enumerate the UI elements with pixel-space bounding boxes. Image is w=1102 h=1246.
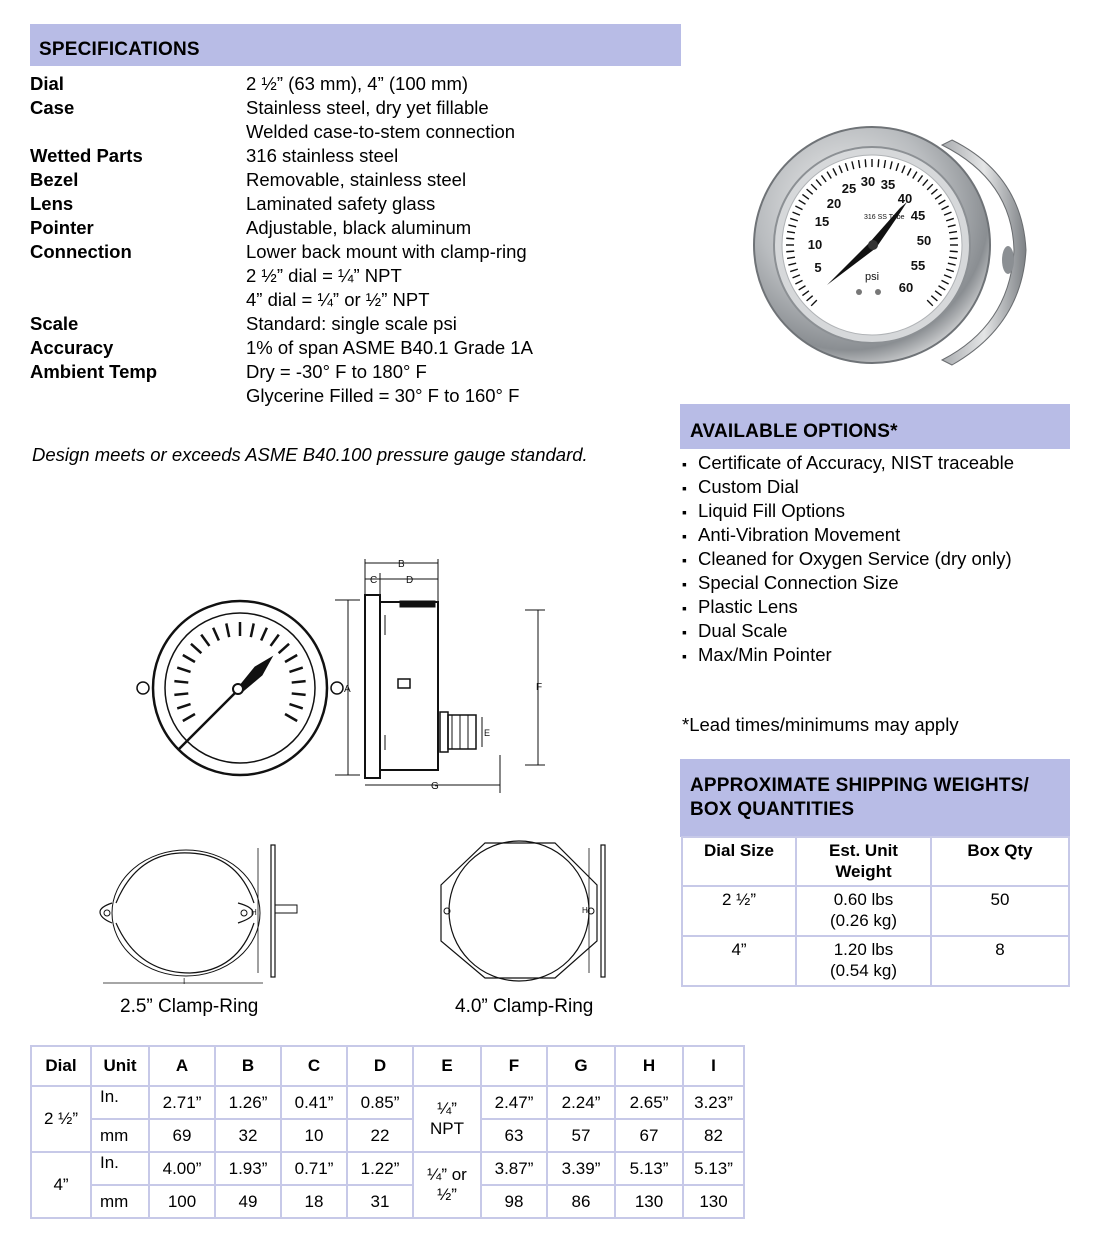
cell-value: 1.26” [215, 1086, 281, 1119]
cell-qty: 8 [931, 936, 1069, 986]
tick-mark [177, 668, 190, 672]
tick-mark [285, 655, 297, 662]
tick-mark [292, 681, 306, 682]
spec-label: Scale [30, 313, 79, 334]
cell-value: 3.39” [547, 1152, 615, 1185]
clamp-ring-40-diagram [437, 843, 617, 988]
table-row [682, 886, 1069, 936]
option-item: ▪ Cleaned for Oxygen Service (dry only) [682, 547, 1014, 571]
dial-number: 30 [860, 174, 876, 189]
shipping-title-line2: BOX QUANTITIES [690, 799, 855, 820]
unit-label: psi [865, 271, 880, 283]
spec-label: Ambient Temp [30, 361, 158, 382]
cell-unit: In. [91, 1086, 149, 1119]
options-title: AVAILABLE OPTIONS* [690, 421, 898, 442]
dial-label: 316 SS Tube [864, 214, 905, 221]
cell-value: 32 [215, 1119, 281, 1152]
cell-value: 67 [615, 1119, 683, 1152]
options-footnote: *Lead times/minimums may apply [682, 714, 959, 735]
cell-value: 0.41” [281, 1086, 347, 1119]
specifications-title: SPECIFICATIONS [39, 39, 200, 60]
spec-label: Connection [30, 241, 132, 262]
cell-value: 82 [683, 1119, 744, 1152]
tick-mark [201, 635, 209, 646]
column-header: Dial Size [682, 837, 796, 886]
bullet-icon: ▪ [682, 648, 687, 664]
column-header: A [149, 1046, 215, 1086]
spec-value: Removable, stainless steel [246, 169, 467, 190]
cell-value: 4.00” [149, 1152, 215, 1185]
cell-value: 5.13” [683, 1152, 744, 1185]
spec-label: Pointer [30, 217, 94, 238]
spec-label: Wetted Parts [30, 145, 143, 166]
spec-label: Accuracy [30, 337, 114, 358]
shipping-table [681, 836, 1070, 987]
table-header-row [682, 837, 1069, 886]
label-H: H [582, 906, 588, 915]
label-D: D [406, 575, 414, 586]
cell-value: 18 [281, 1185, 347, 1218]
shipping-header [680, 759, 1070, 837]
caption-40-clamp-ring: 4.0” Clamp-Ring [455, 996, 594, 1017]
tick-mark [183, 655, 195, 662]
bullet-icon: ▪ [682, 480, 687, 496]
tick-mark [865, 159, 866, 167]
spec-label: Dial [30, 73, 64, 94]
dial-number: 50 [916, 233, 932, 248]
shipping-title-line1: APPROXIMATE SHIPPING WEIGHTS/ [690, 775, 1030, 796]
spec-value: Lower back mount with clamp-ring [246, 241, 527, 262]
cell-value: 10 [281, 1119, 347, 1152]
tick-mark [285, 714, 297, 721]
cell-value: 1.93” [215, 1152, 281, 1185]
dimensions-table [30, 1045, 745, 1219]
table-header-row [31, 1046, 744, 1086]
table-row [31, 1086, 744, 1119]
spec-label: Bezel [30, 169, 79, 190]
spec-label: Case [30, 97, 75, 118]
tick-mark [289, 668, 302, 672]
spec-value: Adjustable, black aluminum [246, 217, 472, 238]
dial-number: 5 [814, 260, 822, 275]
cell-value: 69 [149, 1119, 215, 1152]
dial-number: 10 [807, 237, 823, 252]
cell-unit: mm [91, 1185, 149, 1218]
tick-mark [950, 251, 958, 252]
cell-value: 100 [149, 1185, 215, 1218]
dial-number: 15 [814, 214, 830, 229]
spec-value: 1% of span ASME B40.1 Grade 1A [246, 337, 533, 358]
option-item: ▪ Custom Dial [682, 475, 1014, 499]
column-header: I [683, 1046, 744, 1086]
tick-mark [878, 159, 879, 167]
cell-value: 98 [481, 1185, 547, 1218]
bullet-icon: ▪ [682, 456, 687, 472]
table-row [31, 1185, 744, 1218]
options-list [682, 451, 1014, 667]
cell-weight: 0.60 lbs (0.26 kg) [796, 886, 931, 936]
dial-number: 60 [898, 280, 914, 295]
cell-value: 130 [615, 1185, 683, 1218]
cell-dial: 4” [682, 936, 796, 986]
label-H: H [251, 908, 257, 917]
dimension-diagram [130, 555, 543, 800]
tick-mark [251, 623, 254, 637]
cell-value: 57 [547, 1119, 615, 1152]
tick-mark [786, 251, 794, 252]
gauge-photo [752, 120, 1027, 380]
caption-25-clamp-ring: 2.5” Clamp-Ring [120, 996, 259, 1017]
cell-value: 31 [347, 1185, 413, 1218]
column-header: Est. Unit Weight [796, 837, 931, 886]
cell-e: ¼” or ½” [413, 1152, 481, 1218]
cell-dial: 4” [31, 1152, 91, 1218]
tick-mark [950, 238, 958, 239]
tick-mark [261, 628, 267, 641]
cell-value: 0.71” [281, 1152, 347, 1185]
specifications-header [30, 24, 681, 66]
column-header: Dial [31, 1046, 91, 1086]
spec-value: Dry = -30° F to 180° F [246, 361, 427, 382]
tick-mark [226, 623, 229, 637]
tick-mark [174, 681, 188, 682]
column-header: D [347, 1046, 413, 1086]
clamp-ring-25-diagram [98, 845, 303, 985]
cell-value: 49 [215, 1185, 281, 1218]
bullet-icon: ▪ [682, 576, 687, 592]
column-header: Unit [91, 1046, 149, 1086]
option-item: ▪ Max/Min Pointer [682, 643, 1014, 667]
label-F: F [536, 682, 543, 693]
options-header [680, 404, 1070, 449]
spec-value: 316 stainless steel [246, 145, 399, 166]
dial-number: 35 [880, 177, 896, 192]
dial-number: 45 [910, 208, 926, 223]
tick-mark [271, 635, 279, 646]
dial-number: 25 [841, 181, 857, 196]
cell-qty: 50 [931, 886, 1069, 936]
option-item: ▪ Plastic Lens [682, 595, 1014, 619]
bullet-icon: ▪ [682, 528, 687, 544]
column-header: E [413, 1046, 481, 1086]
dial-number: 40 [897, 191, 913, 206]
label-B: B [398, 559, 405, 570]
dial-number: 55 [910, 258, 926, 273]
cell-value: 2.24” [547, 1086, 615, 1119]
cell-value: 63 [481, 1119, 547, 1152]
cell-value: 0.85” [347, 1086, 413, 1119]
option-item: ▪ Dual Scale [682, 619, 1014, 643]
tick-mark [786, 238, 794, 239]
cell-value: 2.65” [615, 1086, 683, 1119]
spec-label: Lens [30, 193, 74, 214]
tick-mark [213, 628, 219, 641]
option-item: ▪ Certificate of Accuracy, NIST traceable [682, 451, 1014, 475]
option-item: ▪ Liquid Fill Options [682, 499, 1014, 523]
dial-number: 20 [826, 196, 842, 211]
bullet-icon: ▪ [682, 504, 687, 520]
cell-value: 2.71” [149, 1086, 215, 1119]
cell-unit: In. [91, 1152, 149, 1185]
tick-mark [183, 714, 195, 721]
option-item: ▪ Anti-Vibration Movement [682, 523, 1014, 547]
cell-value: 5.13” [615, 1152, 683, 1185]
label-A: A [344, 684, 351, 695]
spec-value: Laminated safety glass [246, 193, 436, 214]
table-row [31, 1119, 744, 1152]
cell-value: 22 [347, 1119, 413, 1152]
spec-value: Stainless steel, dry yet fillable [246, 97, 489, 118]
column-header: B [215, 1046, 281, 1086]
tick-mark [174, 693, 188, 694]
front-dial-ticks [174, 622, 305, 721]
spec-value: Glycerine Filled = 30° F to 160° F [246, 385, 520, 406]
label-I: I [183, 977, 186, 986]
cell-value: 1.22” [347, 1152, 413, 1185]
cell-weight: 1.20 lbs (0.54 kg) [796, 936, 931, 986]
tick-mark [292, 693, 306, 694]
cell-e: ¼” NPT [413, 1086, 481, 1152]
spec-value: 4” dial = ¼” or ½” NPT [246, 289, 430, 310]
label-E: E [484, 728, 491, 738]
tick-mark [279, 644, 289, 653]
column-header: Box Qty [931, 837, 1069, 886]
spec-value: Standard: single scale psi [246, 313, 457, 334]
column-header: G [547, 1046, 615, 1086]
tick-mark [177, 704, 190, 708]
tick-mark [191, 644, 201, 653]
column-header: C [281, 1046, 347, 1086]
column-header: H [615, 1046, 683, 1086]
cell-value: 3.87” [481, 1152, 547, 1185]
spec-value: Welded case-to-stem connection [246, 121, 516, 142]
cell-dial: 2 ½” [682, 886, 796, 936]
cell-value: 3.23” [683, 1086, 744, 1119]
label-C: C [370, 575, 378, 586]
label-G: G [431, 781, 439, 792]
bullet-icon: ▪ [682, 552, 687, 568]
bullet-icon: ▪ [682, 600, 687, 616]
table-row [682, 936, 1069, 986]
spec-value: 2 ½” (63 mm), 4” (100 mm) [246, 73, 469, 94]
cell-unit: mm [91, 1119, 149, 1152]
option-item: ▪ Special Connection Size [682, 571, 1014, 595]
spec-value: 2 ½” dial = ¼” NPT [246, 265, 402, 286]
cell-dial: 2 ½” [31, 1086, 91, 1152]
tick-mark [289, 704, 302, 708]
cell-value: 86 [547, 1185, 615, 1218]
cell-value: 2.47” [481, 1086, 547, 1119]
table-row [31, 1152, 744, 1185]
bullet-icon: ▪ [682, 624, 687, 640]
column-header: F [481, 1046, 547, 1086]
standard-note: Design meets or exceeds ASME B40.100 pressure gauge standard. [32, 444, 588, 465]
cell-value: 130 [683, 1185, 744, 1218]
